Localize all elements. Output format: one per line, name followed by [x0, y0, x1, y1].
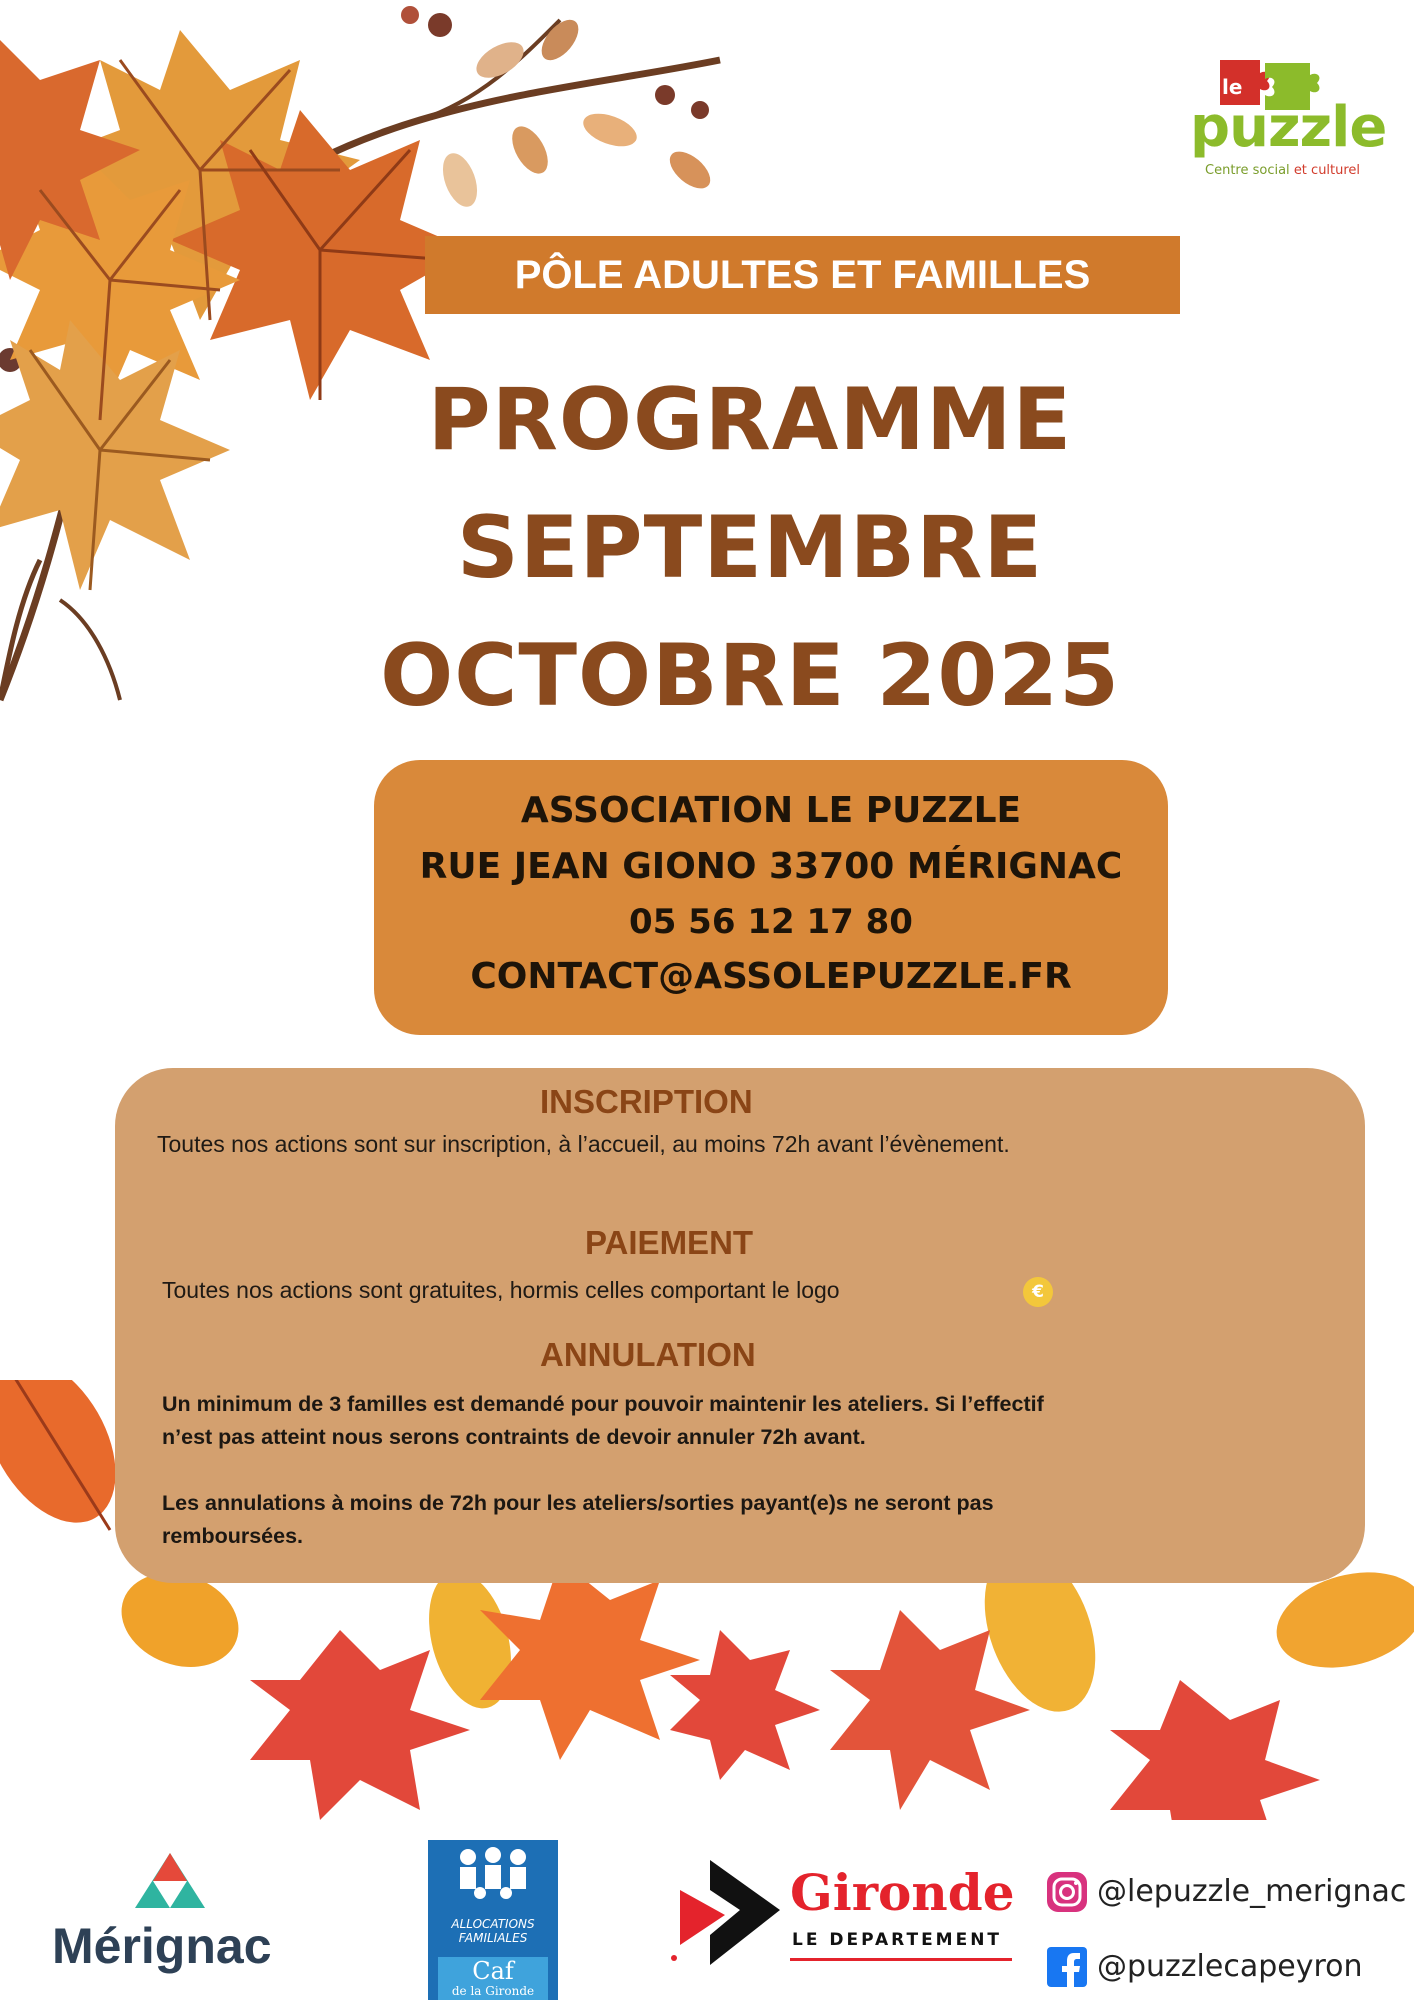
merignac-triangle-icon [135, 1853, 205, 1913]
merignac-logo [50, 1845, 290, 1985]
logo-tagline [1205, 163, 1360, 178]
caf-name: Caf [472, 1957, 514, 1985]
caf-logo [428, 1840, 558, 2000]
instagram-handle-row[interactable] [1045, 1870, 1405, 1916]
annulation-text-1: Un minimum de 3 familles est demandé pour pouvoir maintenir les ateliers. Si l’effectif [162, 1392, 1044, 1416]
paiement-heading: PAIEMENT [585, 1224, 754, 1261]
inscription-text: Toutes nos actions sont sur inscription, à l’accueil, au moins 72h avant l’évènement. [157, 1131, 1010, 1157]
association-address: RUE JEAN GIONO 33700 MÉRIGNAC [419, 846, 1123, 887]
caf-line-2: FAMILIALES [458, 1931, 528, 1945]
caf-line-1: ALLOCATIONS [451, 1917, 535, 1931]
inscription-heading: INSCRIPTION [540, 1083, 753, 1120]
information-box [115, 1068, 1365, 1583]
le-puzzle-logo [1185, 55, 1387, 185]
caf-name-block [438, 1957, 548, 2000]
section-banner [425, 236, 1180, 314]
association-email: CONTACT@ASSOLEPUZZLE.FR [470, 956, 1072, 997]
autumn-leaves-top-decoration [0, 0, 780, 720]
gironde-subtitle: LE DEPARTEMENT [792, 1930, 1003, 1950]
title-line-2: SEPTEMBRE [456, 498, 1044, 598]
annulation-text-2: n’est pas atteint nous serons contraints de devoir annuler 72h avant. [162, 1425, 866, 1449]
gironde-underline [790, 1958, 1012, 1961]
facebook-icon [1045, 1945, 1089, 1989]
paiement-text: Toutes nos actions sont gratuites, hormis celles comportant le logo [162, 1277, 840, 1303]
caf-family-icon [448, 1845, 538, 1910]
logo-badge-text: le [1222, 75, 1243, 99]
logo-tagline-part1: Centre social [1205, 163, 1290, 178]
logo-name: puzzle [1190, 95, 1387, 160]
association-name: ASSOCIATION LE PUZZLE [520, 790, 1022, 831]
annulation-text-4: remboursées. [162, 1524, 304, 1548]
association-phone: 05 56 12 17 80 [629, 902, 913, 942]
facebook-handle-row[interactable] [1045, 1945, 1405, 1991]
euro-coin-icon: € [1023, 1277, 1053, 1307]
instagram-handle: @lepuzzle_merignac [1097, 1874, 1407, 1909]
logo-tagline-part2: et culturel [1293, 163, 1361, 178]
annulation-text-3: Les annulations à moins de 72h pour les ateliers/sorties payant(e)s ne seront pas [162, 1491, 994, 1515]
merignac-name: Mérignac [52, 1918, 272, 1974]
association-contact-box [374, 760, 1168, 1035]
banner-label: PÔLE ADULTES ET FAMILLES [514, 252, 1091, 297]
annulation-heading: ANNULATION [540, 1336, 756, 1373]
title-line-1: PROGRAMME [427, 370, 1073, 470]
instagram-icon [1045, 1870, 1089, 1914]
gironde-departement-logo [670, 1855, 1015, 1975]
gironde-arrow-icon [670, 1860, 780, 1965]
gironde-name: Gironde [790, 1863, 1015, 1922]
caf-region: de la Gironde [451, 1984, 535, 1998]
title-line-3: OCTOBRE 2025 [380, 626, 1120, 726]
facebook-handle: @puzzlecapeyron [1097, 1949, 1363, 1984]
